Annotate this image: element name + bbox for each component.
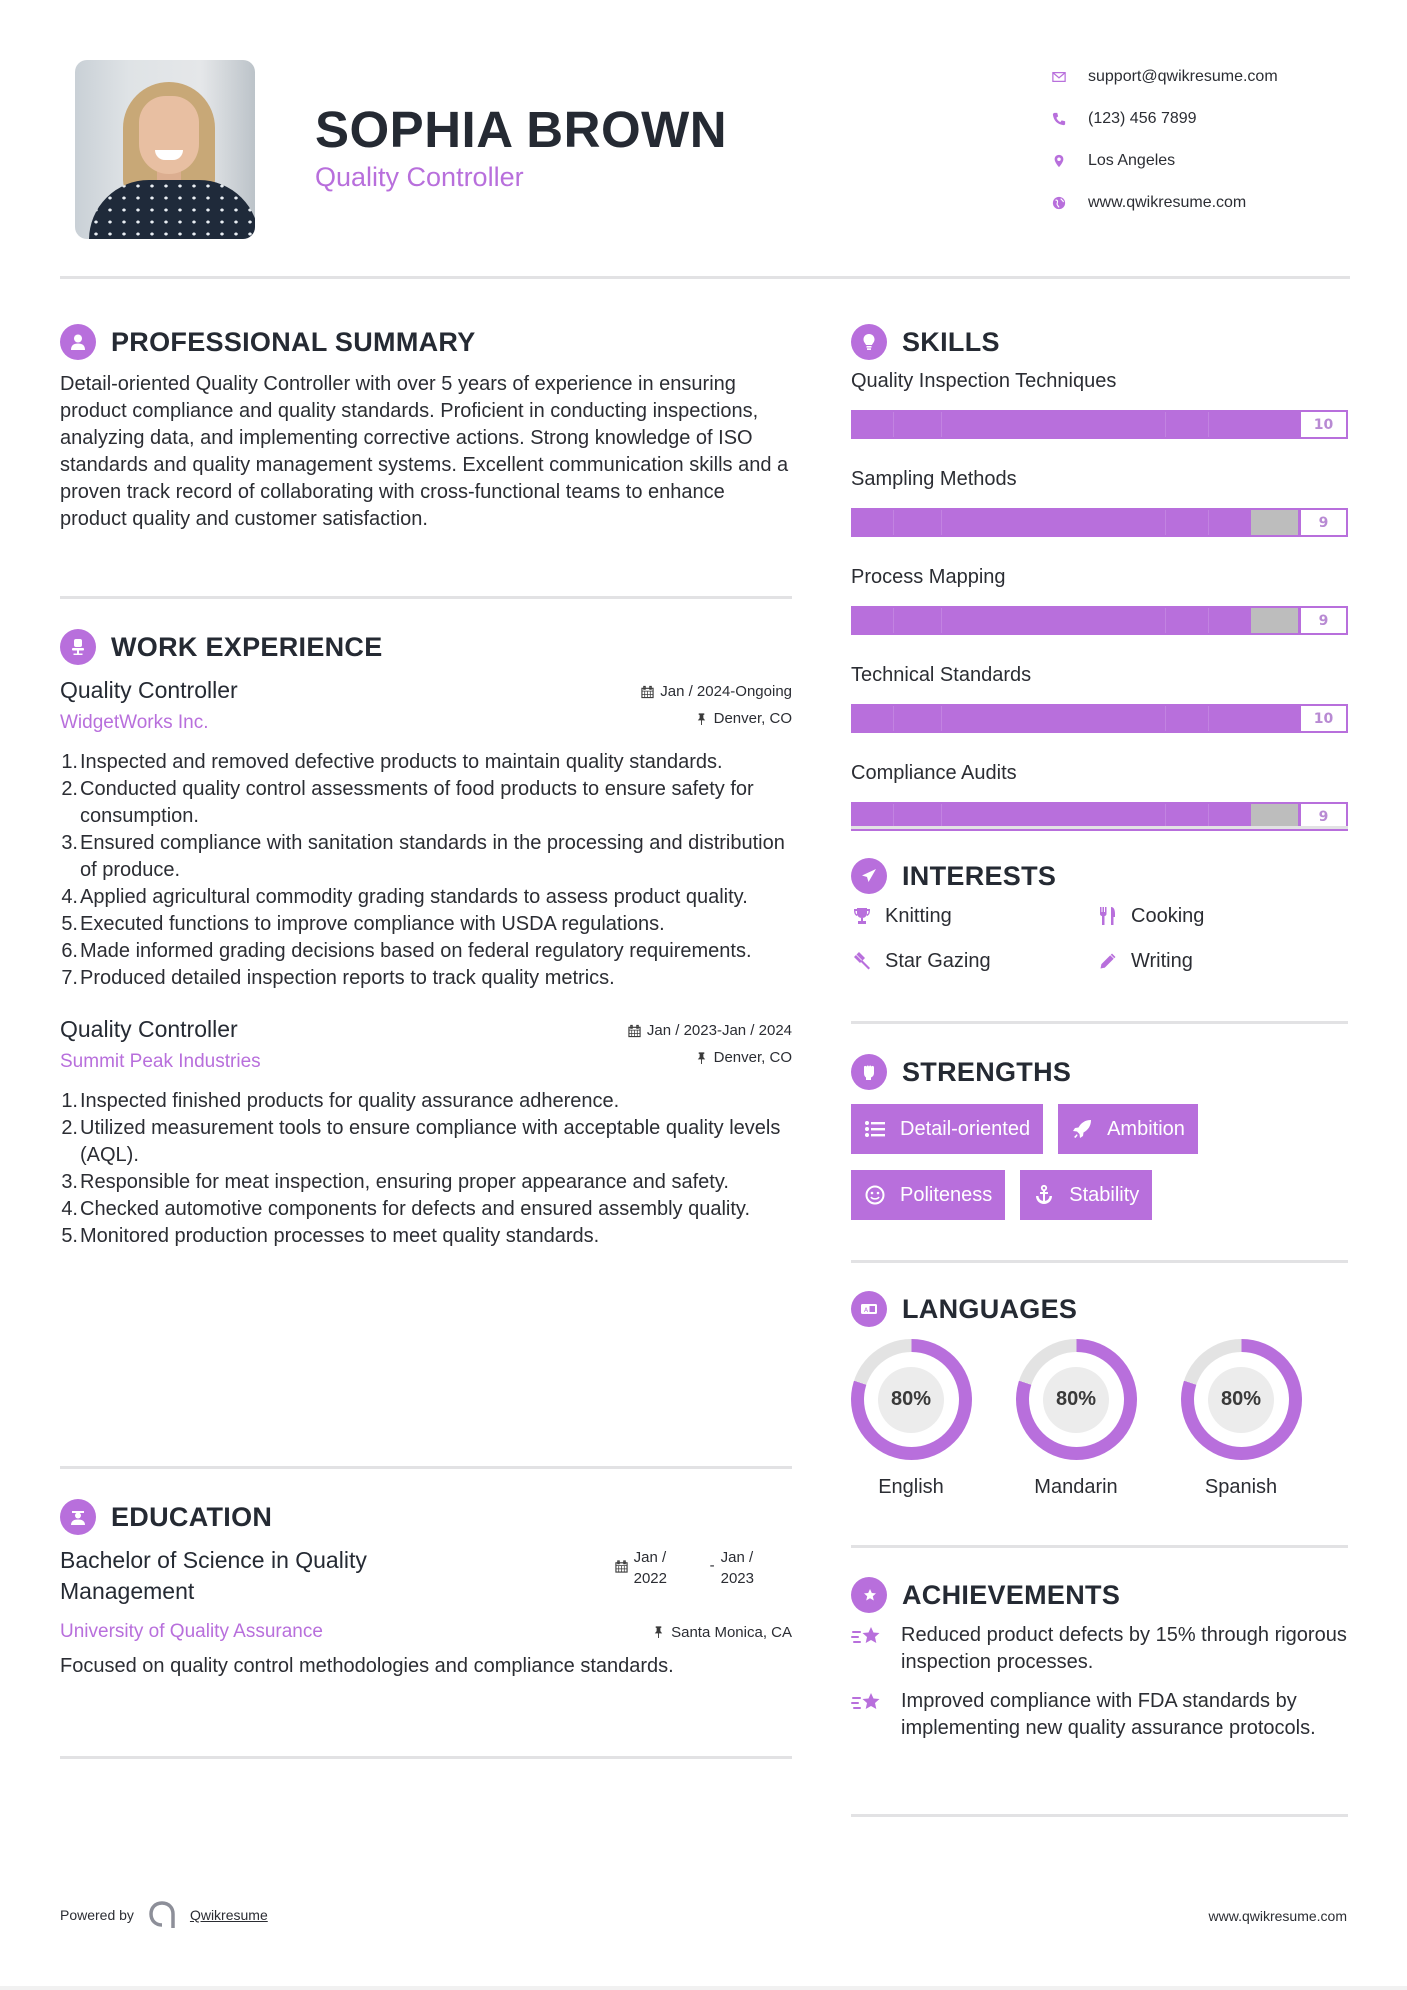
utensils-icon (1097, 905, 1119, 927)
skill-bar-fill (853, 608, 1251, 633)
job-dates: Jan / 2023-Jan / 2024 (628, 1022, 792, 1039)
lightbulb-icon (851, 324, 887, 360)
fist-icon (851, 1054, 887, 1090)
strengths-divider (851, 1260, 1348, 1263)
strength-chip: Ambition (1058, 1104, 1198, 1154)
envelope-icon (1048, 70, 1088, 84)
interest-item: Cooking (1097, 902, 1343, 930)
language-progress-ring (1181, 1339, 1302, 1460)
education-description: Focused on quality control methodologies and compliance standards. (60, 1655, 674, 1677)
language-name: English (878, 1476, 944, 1498)
skill-bar (851, 606, 1348, 635)
profile-photo (75, 60, 255, 239)
education-location: Santa Monica, CA (652, 1624, 792, 1641)
language-percent: 80% (1043, 1367, 1109, 1433)
job-dates: Jan / 2024-Ongoing (641, 683, 792, 700)
language-name: Mandarin (1034, 1476, 1118, 1498)
interest-item: Writing (1097, 947, 1343, 975)
languages-heading: LANGUAGES (902, 1293, 1078, 1324)
degree-title: Bachelor of Science in Quality Management (60, 1547, 367, 1604)
interest-item: Star Gazing (851, 947, 1097, 975)
globe-icon (1048, 196, 1088, 210)
experience-heading: WORK EXPERIENCE (111, 631, 383, 662)
experience-divider (60, 1466, 792, 1469)
svg-text:A: A (864, 1307, 869, 1314)
bullet-item: 3. Responsible for meat inspection, ensuring proper appearance and safety. (61, 1171, 729, 1193)
bullet-item: 3. Ensured compliance with sanitation standards in the processing and distribution of produce. (61, 832, 785, 881)
bullet-item: 2. Conducted quality control assessments of food products to ensure safety for consumption. (61, 778, 754, 827)
star-badge-icon (851, 1577, 887, 1613)
job-entry (60, 1016, 792, 1250)
strengths-list (851, 1104, 1271, 1220)
skill-label: Process Mapping (851, 566, 1006, 588)
job-bullets (60, 749, 792, 992)
phone-icon (1048, 112, 1088, 126)
candidate-title: Quality Controller (315, 162, 524, 192)
job-title: Quality Controller (60, 677, 238, 703)
smile-icon (864, 1184, 886, 1206)
footer-website[interactable]: www.qwikresume.com (1208, 1908, 1347, 1924)
school-name: University of Quality Assurance (60, 1621, 323, 1642)
bullet-item: 4. Checked automotive components for defects and ensured assembly quality. (61, 1198, 750, 1220)
job-title: Quality Controller (60, 1016, 238, 1042)
paper-plane-icon (851, 858, 887, 894)
shooting-star-icon (851, 1690, 883, 1716)
achievements-heading: ACHIEVEMENTS (902, 1579, 1121, 1610)
pushpin-icon (695, 712, 708, 726)
candidate-name: SOPHIA BROWN (315, 101, 728, 158)
page-bottom-edge (0, 1986, 1407, 1990)
job-entry (60, 677, 792, 992)
calendar-icon (615, 1559, 628, 1574)
calendar-icon (628, 1024, 641, 1038)
language-progress-ring (1016, 1339, 1137, 1460)
shooting-star-icon (851, 1624, 883, 1650)
skill-label: Sampling Methods (851, 468, 1017, 490)
achievement-item: Reduced product defects by 15% through rigorous inspection processes. (851, 1622, 1348, 1676)
job-location: Denver, CO (628, 1049, 792, 1066)
footer-powered-by: Powered by Qwikresume (60, 1900, 268, 1930)
achievements-list (851, 1622, 1348, 1742)
skill-bar-fill (853, 706, 1346, 731)
contact-website[interactable] (1048, 182, 1368, 224)
bullet-item: 6. Made informed grading decisions based on federal regulatory requirements. (61, 940, 752, 962)
skill-bar-fill (853, 412, 1346, 437)
experience-section (60, 629, 792, 1250)
summary-divider (60, 596, 792, 599)
languages-divider (851, 1545, 1348, 1548)
skill-value: 9 (1298, 608, 1346, 633)
language-percent: 80% (878, 1367, 944, 1433)
trophy-icon (851, 905, 873, 927)
education-section (60, 1499, 792, 1680)
qwikresume-link[interactable]: Qwikresume (189, 1907, 268, 1923)
bullet-item: 7. Produced detailed inspection reports to track quality metrics. (61, 967, 615, 989)
achievements-section (851, 1577, 1348, 1742)
interests-list (851, 902, 1348, 975)
interests-section (851, 858, 1348, 975)
strength-chip: Detail-oriented (851, 1104, 1043, 1154)
pencil-icon (1097, 950, 1119, 972)
contact-phone-text: (123) 456 7899 (1088, 110, 1197, 127)
contact-location-text: Los Angeles (1088, 152, 1176, 169)
skill-bar-fill (853, 510, 1251, 535)
calendar-icon (641, 685, 654, 699)
job-location: Denver, CO (641, 710, 792, 727)
pushpin-icon (652, 1625, 665, 1639)
skill-label: Quality Inspection Techniques (851, 370, 1117, 392)
anchor-icon (1033, 1184, 1055, 1206)
bullet-item: 2. Utilized measurement tools to ensure compliance with acceptable quality levels (AQL). (61, 1117, 781, 1166)
skill-value: 9 (1298, 510, 1346, 535)
language-progress-ring (851, 1339, 972, 1460)
language-item (851, 1339, 971, 1499)
contact-location (1048, 140, 1368, 182)
language-percent: 80% (1208, 1367, 1274, 1433)
language-icon (851, 1291, 887, 1327)
pushpin-icon (695, 1051, 708, 1065)
bullet-item: 4. Applied agricultural commodity grading standards to assess product quality. (61, 886, 748, 908)
contact-email-text: support@qwikresume.com (1088, 68, 1278, 85)
job-company: Summit Peak Industries (60, 1051, 261, 1072)
contact-phone[interactable] (1048, 98, 1368, 140)
skill-value: 10 (1298, 706, 1346, 731)
summary-heading: PROFESSIONAL SUMMARY (111, 326, 476, 357)
list-icon (864, 1118, 886, 1140)
gavel-icon (851, 950, 873, 972)
achievement-item: Improved compliance with FDA standards by implementing new quality assurance protocols. (851, 1688, 1348, 1742)
skills-section (851, 324, 1348, 860)
contact-list (1048, 56, 1368, 224)
bullet-item: 5. Executed functions to improve compliance with USDA regulations. (61, 913, 665, 935)
summary-section (60, 324, 792, 533)
skill-label: Compliance Audits (851, 762, 1017, 784)
strength-chip: Stability (1020, 1170, 1152, 1220)
skill-bar (851, 508, 1348, 537)
office-chair-icon (60, 629, 96, 665)
languages-section (851, 1291, 1348, 1499)
skill-bar (851, 410, 1348, 439)
language-item (1181, 1339, 1301, 1499)
strengths-section (851, 1054, 1348, 1220)
bullet-item: 5. Monitored production processes to meet quality standards. (61, 1225, 600, 1247)
education-dates: Jan / 2022 - Jan / 2023 (615, 1545, 754, 1589)
skills-divider (851, 826, 1348, 829)
map-pin-icon (1048, 154, 1088, 168)
languages-list (851, 1339, 1348, 1499)
summary-text: Detail-oriented Quality Controller with over 5 years of experience in ensuring product compliance and quality standards. Proficient in conducting inspections, analyzing data, and implementing corrective actions. Strong knowledge of ISO standards and quality management systems. Excellent communication skills and a proven track record of collaborating with cross-functional teams to enhance product quality and customer satisfaction. (60, 373, 789, 530)
language-name: Spanish (1204, 1476, 1278, 1498)
education-divider (60, 1756, 792, 1759)
user-icon (60, 324, 96, 360)
qwikresume-logo-icon (148, 1900, 176, 1930)
strength-chip: Politeness (851, 1170, 1005, 1220)
skill-label: Technical Standards (851, 664, 1032, 686)
skill-value: 9 (1298, 804, 1346, 829)
job-company: WidgetWorks Inc. (60, 712, 209, 733)
language-item (1016, 1339, 1136, 1499)
achievements-divider (851, 1814, 1348, 1817)
bullet-item: 1. Inspected and removed defective products to maintain quality standards. (61, 751, 723, 773)
skill-bar (851, 704, 1348, 733)
contact-website-text: www.qwikresume.com (1088, 194, 1247, 211)
contact-email[interactable] (1048, 56, 1368, 98)
interests-heading: INTERESTS (902, 860, 1057, 891)
bullet-item: 1. Inspected finished products for quality assurance adherence. (61, 1090, 620, 1112)
skills-list (851, 370, 1348, 831)
strengths-heading: STRENGTHS (902, 1056, 1072, 1087)
rocket-icon (1071, 1118, 1093, 1140)
skills-heading: SKILLS (902, 326, 1000, 357)
skill-value: 10 (1298, 412, 1346, 437)
interests-divider (851, 1021, 1348, 1024)
job-bullets (60, 1088, 792, 1250)
interest-item: Knitting (851, 902, 1097, 930)
graduate-icon (60, 1499, 96, 1535)
header-divider (60, 276, 1350, 279)
education-heading: EDUCATION (111, 1501, 273, 1532)
